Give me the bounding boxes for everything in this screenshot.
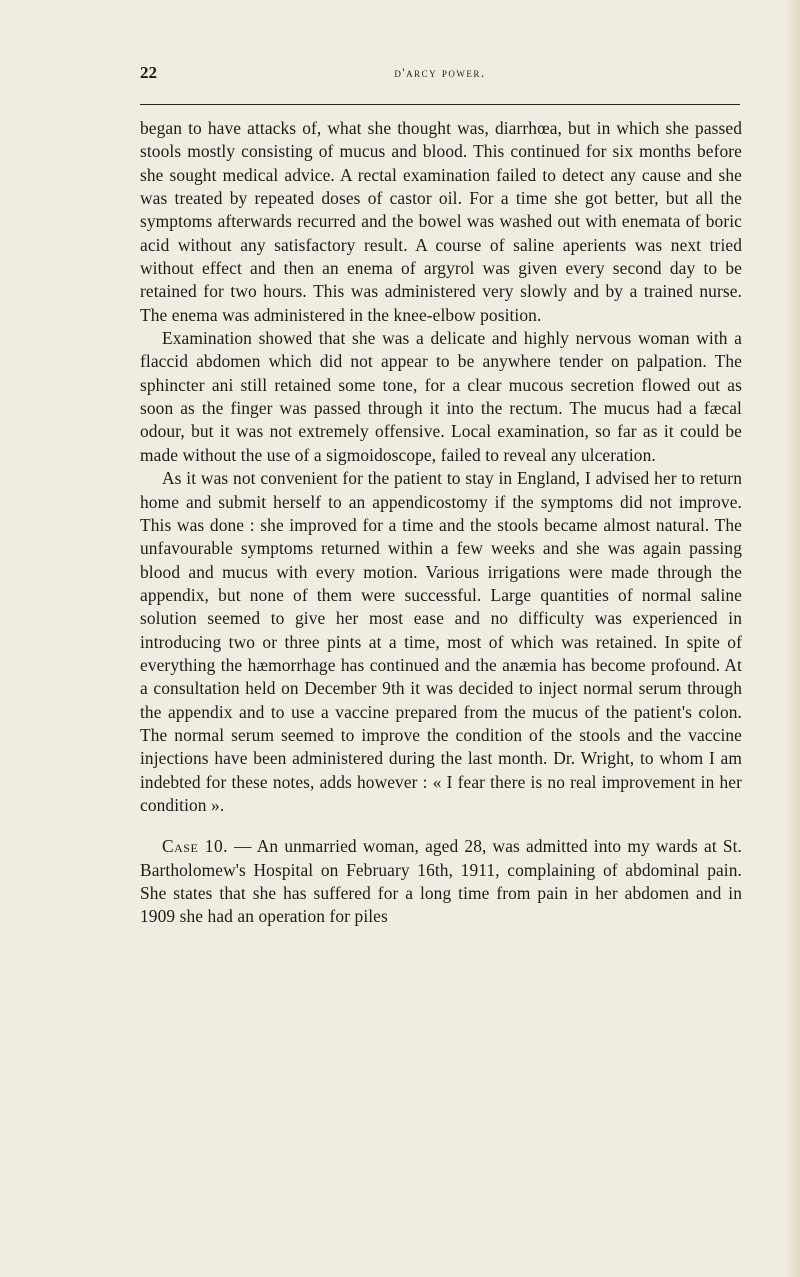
page-number: 22: [140, 63, 157, 82]
running-head: d'arcy power.: [394, 65, 486, 80]
paragraph-1: began to have attacks of, what she thought was, diarrhœa, but in which she passed stools mostly consisting of mucus and blood. This continued for six months before she sought medical advice. A rectal examination failed to detect any cause and she was treated by repeated doses of castor oil. For a time she got better, but all the symptoms afterwards recurred and the bowel was washed out with enemata of boric acid without any satisfactory result. A course of saline aperients was next tried without effect and then an enema of argyrol was given every second day to be retained for two hours. This was administered very slowly and by a trained nurse. The enema was administered in the knee-elbow position.: [140, 118, 742, 325]
case-text: — An unmarried woman, aged 28, was admitted into my wards at St. Bartholomew's Hospital on February 16th, 1911, complaining of abdominal pain. She states that she has suffered for a long time from pain in her abdomen and in 1909 she had an operation for piles: [140, 836, 743, 927]
case-paragraph: [140, 835, 742, 928]
case-label: Case 10.: [162, 836, 229, 857]
paragraph-3: As it was not convenient for the patient to stay in England, I advised her to return home and submit herself to an appendicostomy if the symptoms did not improve. This was done : she improved for a time and the stools became almost natural. The unfavourable symptoms returned within a few weeks and she was again passing blood and mucus with every motion. Various irrigations were made through the appendix, but none of them were successful. Large quantities of normal saline solution seemed to give her most ease and no difficulty was experienced in introducing two or three pints at a time, most of which was retained. In spite of everything the hæmorrhage has continued and the anæmia has become profound. At a consultation held on December 9th it was decided to inject normal serum through the appendix and to use a vaccine prepared from the mucus of the patient's colon. The normal serum seemed to improve the condition of the stools and the vaccine injections have been administered during the last month. Dr. Wright, to whom I am indebted for these notes, adds however : « I fear there is no real improvement in her condition ».: [140, 468, 742, 815]
paragraph-2: Examination showed that she was a delicate and highly nervous woman with a flaccid abdomen which did not appear to be anywhere tender on palpation. The sphincter ani still retained some tone, for a clear mucous secretion flowed out as soon as the finger was passed through it into the rectum. The mucus had a fæcal odour, but it was not extremely offensive. Local examination, so far as it could be made without the use of a sigmoidoscope, failed to reveal any ulceration.: [140, 328, 742, 465]
page-header: [140, 63, 740, 87]
body-text: [140, 117, 742, 929]
page-edge-shadow: [786, 0, 800, 1277]
header-rule: [140, 104, 740, 105]
